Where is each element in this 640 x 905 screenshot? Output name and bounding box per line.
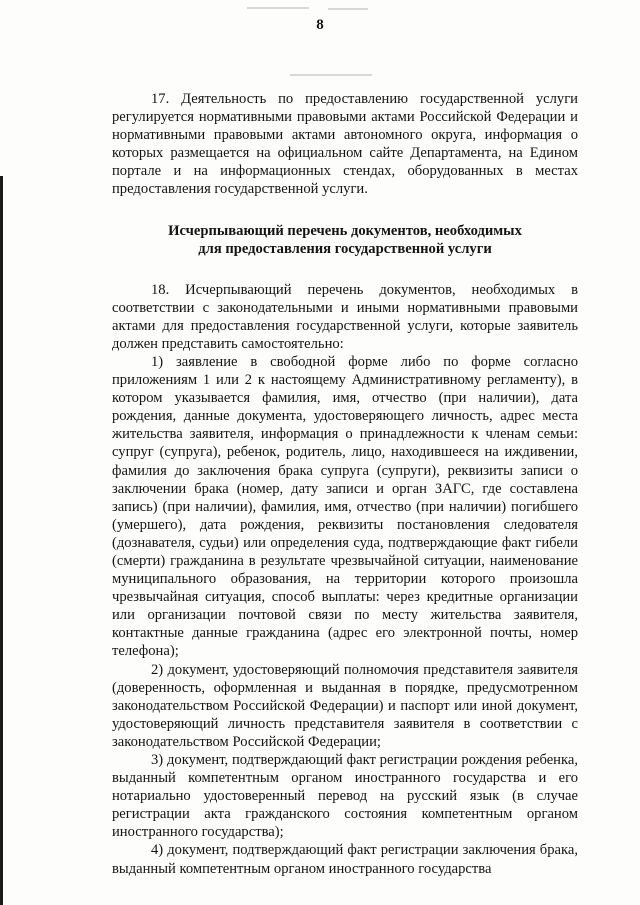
section-heading [112,222,578,258]
section-heading-line-1: Исчерпывающий перечень документов, необходимых [168,222,522,239]
paragraph-17: 17. Деятельность по предоставлению государственной услуги регулируется нормативными правовыми актами Российской Федерации и нормативными правовыми актами автономного округа, информация о которых размещается на официальном сайте Департамента, на Едином портале и на информационных стендах, оборудованных в местах предоставления государственной услуги. [112,91,578,198]
list-item-3: 3) документ, подтверждающий факт регистрации рождения ребенка, выданный компетентным органом иностранного государства и его нотариально удостоверенный перевод на русский язык (в случае регистрации акта гражданского состояния компетентным органом иностранного государства); [112,752,578,841]
document-body [112,90,578,878]
page-number: 8 [316,17,324,33]
list-item-2: 2) документ, удостоверяющий полномочия представителя заявителя (доверенность, оформленная и выданная в порядке, предусмотренном законодательством Российской Федерации) и паспорт или иной документ, удостоверяющий личность представителя заявителя в соответствии с законодательством Российской Федерации; [112,661,578,750]
scan-edge-shadow [0,176,3,905]
scan-noise-mark [290,74,372,76]
paragraph-18: 18. Исчерпывающий перечень документов, необходимых в соответствии с законодательными и иными нормативными правовыми актами для предоставления государственной услуги, которые заявитель должен представить самостоятельно: [112,281,578,352]
section-heading-line-2: для предоставления государственной услуги [198,240,492,257]
scan-noise-mark [328,8,368,10]
scan-noise-mark [247,7,309,9]
list-item-1: 1) заявление в свободной форме либо по форме согласно приложениям 1 или 2 к настоящему Административному регламенту), в котором указывается фамилия, имя, отчество (при наличии), дата рождения, данные документа, удостоверяющего личность, адрес места жительства заявителя, информация о принадлежности к членам семьи: супруг (супруга), ребенок, родитель, лицо, находившееся на иждивении, фамилия до заключения брака супруга (супруги), реквизиты записи о заключении брака (номер, дату записи и орган ЗАГС, где составлена запись) (при наличии), фамилия, имя, отчество (при наличии) погибшего (умершего), дата рождения, реквизиты постановления следователя (дознавателя, судьи) или определения суда, подтверждающие факт гибели (смерти) гражданина в результате чрезвычайной ситуации, наименование муниципального образования, на территории которого произошла чрезвычайная ситуация, способ выплаты: через кредитные организации или организации почтовой связи по месту жительства заявителя, контактные данные гражданина (адрес его электронной почты, номер телефона); [112,353,578,660]
list-item-4: 4) документ, подтверждающий факт регистрации заключения брака, выданный компетентным органом иностранного государства [112,842,578,877]
